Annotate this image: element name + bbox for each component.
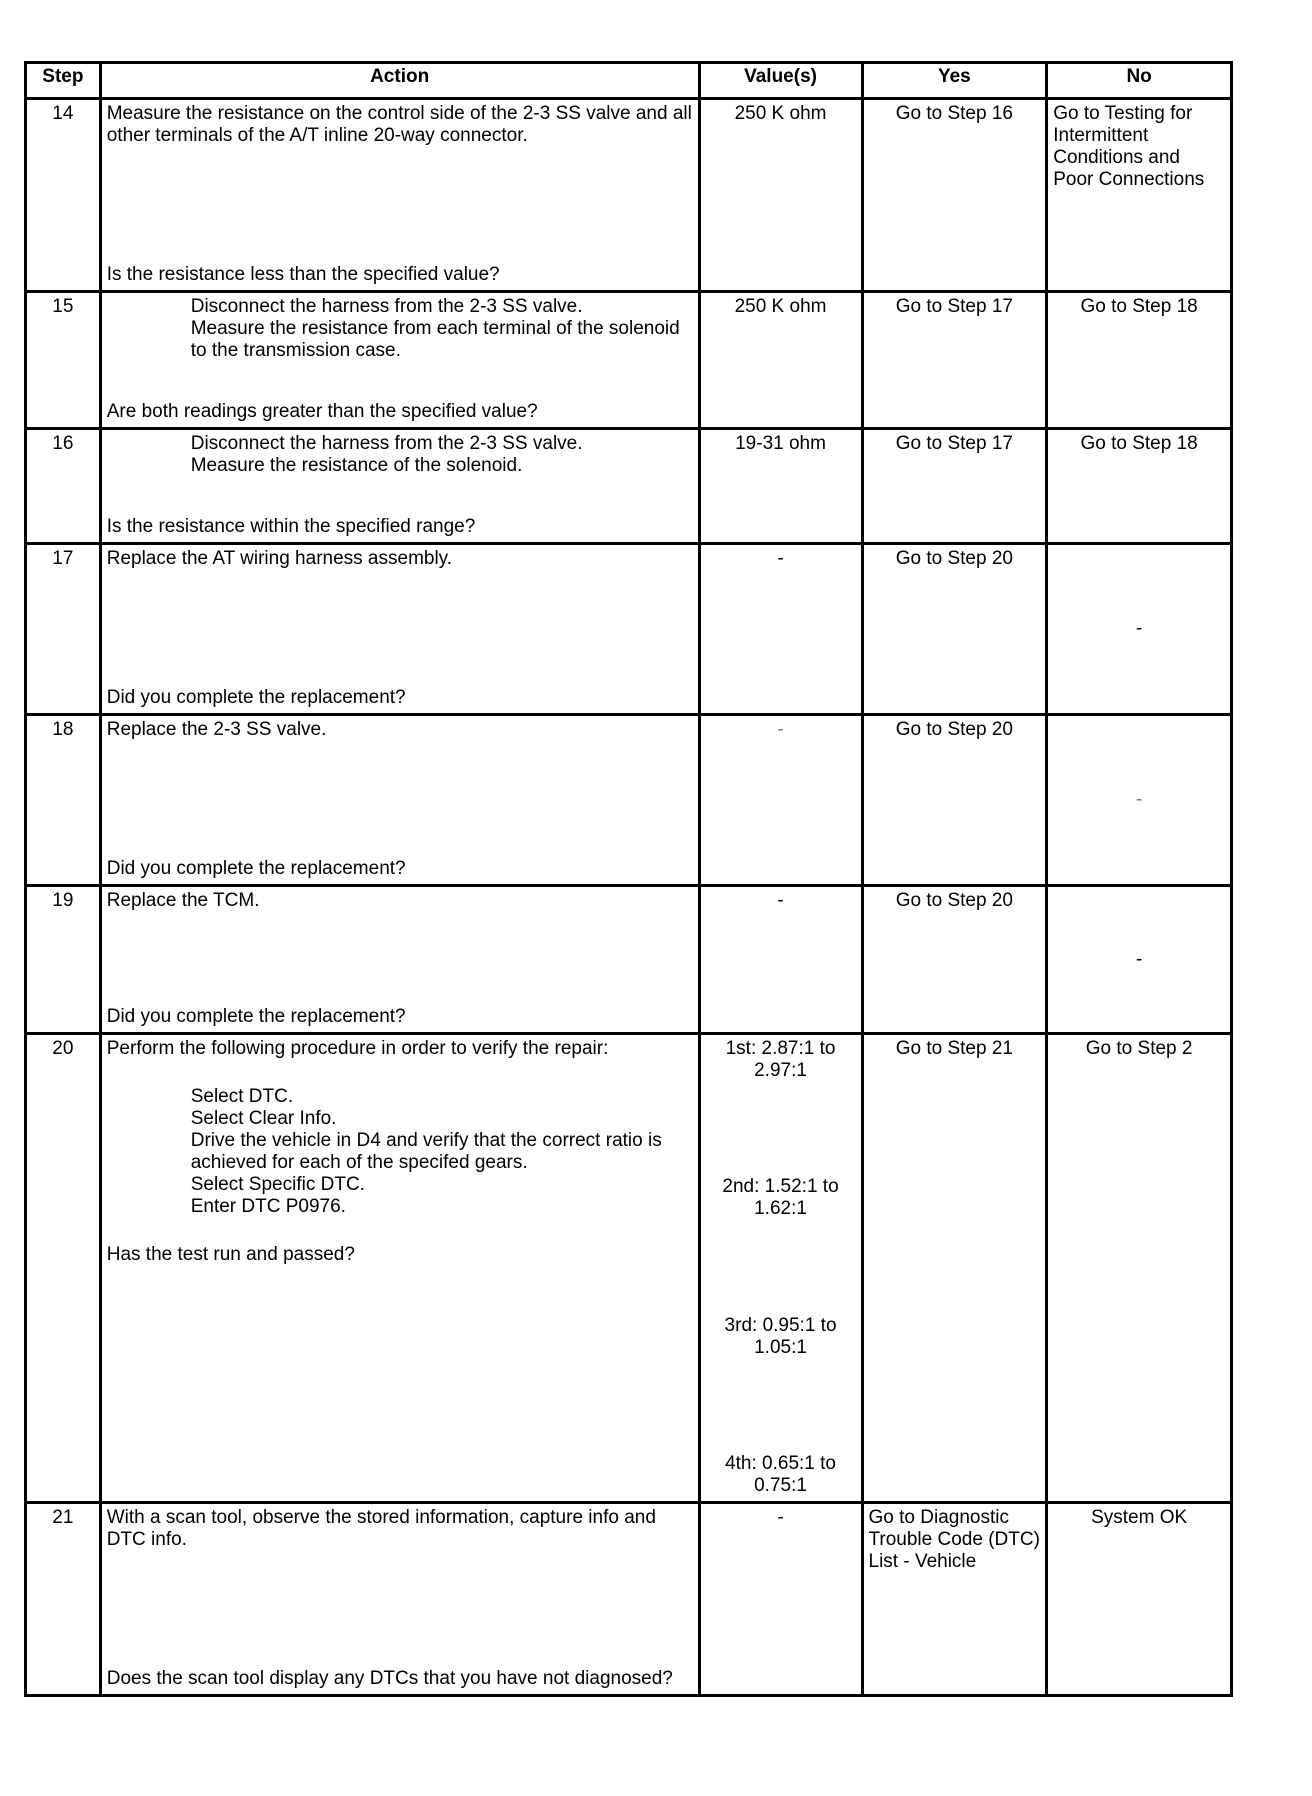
action-cell xyxy=(100,544,699,715)
procedure-step: Drive the vehicle in D4 and verify that the correct ratio is achieved for each of the specifed gears. xyxy=(190,1130,662,1173)
procedure-step: Select Clear Info. xyxy=(190,1108,337,1129)
step-number: 18 xyxy=(26,715,101,886)
gear-ratio-3rd: 3rd: 0.95:1 to 1.05:1 xyxy=(724,1314,837,1358)
action-line: Disconnect the harness from the 2-3 SS valve. xyxy=(190,433,583,454)
yes-cell: Go to Diagnostic Trouble Code (DTC) List - Vehicle xyxy=(862,1503,1047,1696)
header-yes: Yes xyxy=(862,63,1047,99)
action-text: Replace the AT wiring harness assembly. xyxy=(106,548,453,569)
procedure-step: Enter DTC P0976. xyxy=(190,1196,346,1217)
value-cell: 250 K ohm xyxy=(699,292,862,429)
no-cell: System OK xyxy=(1047,1503,1232,1696)
action-question: Are both readings greater than the specified value? xyxy=(106,401,538,422)
value-cell: - xyxy=(699,1503,862,1696)
no-cell: - xyxy=(1047,544,1232,715)
yes-cell: Go to Step 20 xyxy=(862,544,1047,715)
action-line: Disconnect the harness from the 2-3 SS valve. xyxy=(190,296,583,317)
action-cell xyxy=(100,715,699,886)
value-cell: - xyxy=(699,715,862,886)
value-cell: - xyxy=(699,544,862,715)
no-cell: Go to Step 2 xyxy=(1047,1034,1232,1503)
yes-cell: Go to Step 21 xyxy=(862,1034,1047,1503)
action-question: Has the test run and passed? xyxy=(106,1244,355,1265)
value-cell: - xyxy=(699,886,862,1034)
action-cell xyxy=(100,99,699,292)
yes-cell: Go to Step 20 xyxy=(862,886,1047,1034)
no-cell: - xyxy=(1047,886,1232,1034)
gear-ratio-4th: 4th: 0.65:1 to 0.75:1 xyxy=(725,1452,836,1496)
gear-ratio-2nd: 2nd: 1.52:1 to 1.62:1 xyxy=(722,1176,839,1220)
value-cell: 19-31 ohm xyxy=(699,429,862,544)
table-row xyxy=(26,99,1232,292)
no-cell: Go to Step 18 xyxy=(1047,429,1232,544)
step-number: 20 xyxy=(26,1034,101,1503)
header-no: No xyxy=(1047,63,1232,99)
step-number: 15 xyxy=(26,292,101,429)
action-line: Measure the resistance of the solenoid. xyxy=(190,455,523,476)
header-action: Action xyxy=(100,63,699,99)
procedure-step: Select Specific DTC. xyxy=(190,1174,365,1195)
action-cell xyxy=(100,886,699,1034)
action-text: Replace the TCM. xyxy=(106,890,260,911)
action-question: Did you complete the replacement? xyxy=(106,1006,406,1027)
action-question: Did you complete the replacement? xyxy=(106,858,406,879)
no-cell: Go to Step 18 xyxy=(1047,292,1232,429)
table-row xyxy=(26,544,1232,715)
header-row xyxy=(26,63,1232,99)
table-row xyxy=(26,1034,1232,1503)
yes-cell: Go to Step 20 xyxy=(862,715,1047,886)
step-number: 21 xyxy=(26,1503,101,1696)
table-row xyxy=(26,292,1232,429)
action-cell xyxy=(100,429,699,544)
step-number: 19 xyxy=(26,886,101,1034)
action-text: With a scan tool, observe the stored information, capture info and DTC info. xyxy=(106,1507,656,1550)
action-line: Measure the resistance from each terminal of the solenoid to the transmission case. xyxy=(190,318,680,361)
action-cell xyxy=(100,1503,699,1696)
action-text: Perform the following procedure in order to verify the repair: xyxy=(106,1038,609,1059)
no-cell: - xyxy=(1047,715,1232,886)
step-number: 16 xyxy=(26,429,101,544)
value-cell: 250 K ohm xyxy=(699,99,862,292)
header-values: Value(s) xyxy=(699,63,862,99)
step-number: 14 xyxy=(26,99,101,292)
action-question: Is the resistance within the specified range? xyxy=(106,516,476,537)
gear-ratio-1st: 1st: 2.87:1 to 2.97:1 xyxy=(725,1038,836,1081)
action-question: Does the scan tool display any DTCs that you have not diagnosed? xyxy=(106,1668,673,1689)
action-question: Is the resistance less than the specified value? xyxy=(106,264,500,285)
table-row xyxy=(26,715,1232,886)
yes-cell: Go to Step 17 xyxy=(862,292,1047,429)
action-cell xyxy=(100,292,699,429)
diagnostic-table xyxy=(24,61,1233,1697)
table-row xyxy=(26,886,1232,1034)
step-number: 17 xyxy=(26,544,101,715)
yes-cell: Go to Step 17 xyxy=(862,429,1047,544)
action-cell xyxy=(100,1034,699,1503)
action-question: Did you complete the replacement? xyxy=(106,687,406,708)
no-cell: Go to Testing for Intermittent Conditions and Poor Connections xyxy=(1047,99,1232,292)
header-step: Step xyxy=(26,63,101,99)
yes-cell: Go to Step 16 xyxy=(862,99,1047,292)
table-row xyxy=(26,1503,1232,1696)
value-cell xyxy=(699,1034,862,1503)
action-text: Measure the resistance on the control side of the 2-3 SS valve and all other terminals of the A/T inline 20-way connector. xyxy=(106,103,692,146)
procedure-step: Select DTC. xyxy=(190,1086,294,1107)
action-text: Replace the 2-3 SS valve. xyxy=(106,719,327,740)
table-row xyxy=(26,429,1232,544)
